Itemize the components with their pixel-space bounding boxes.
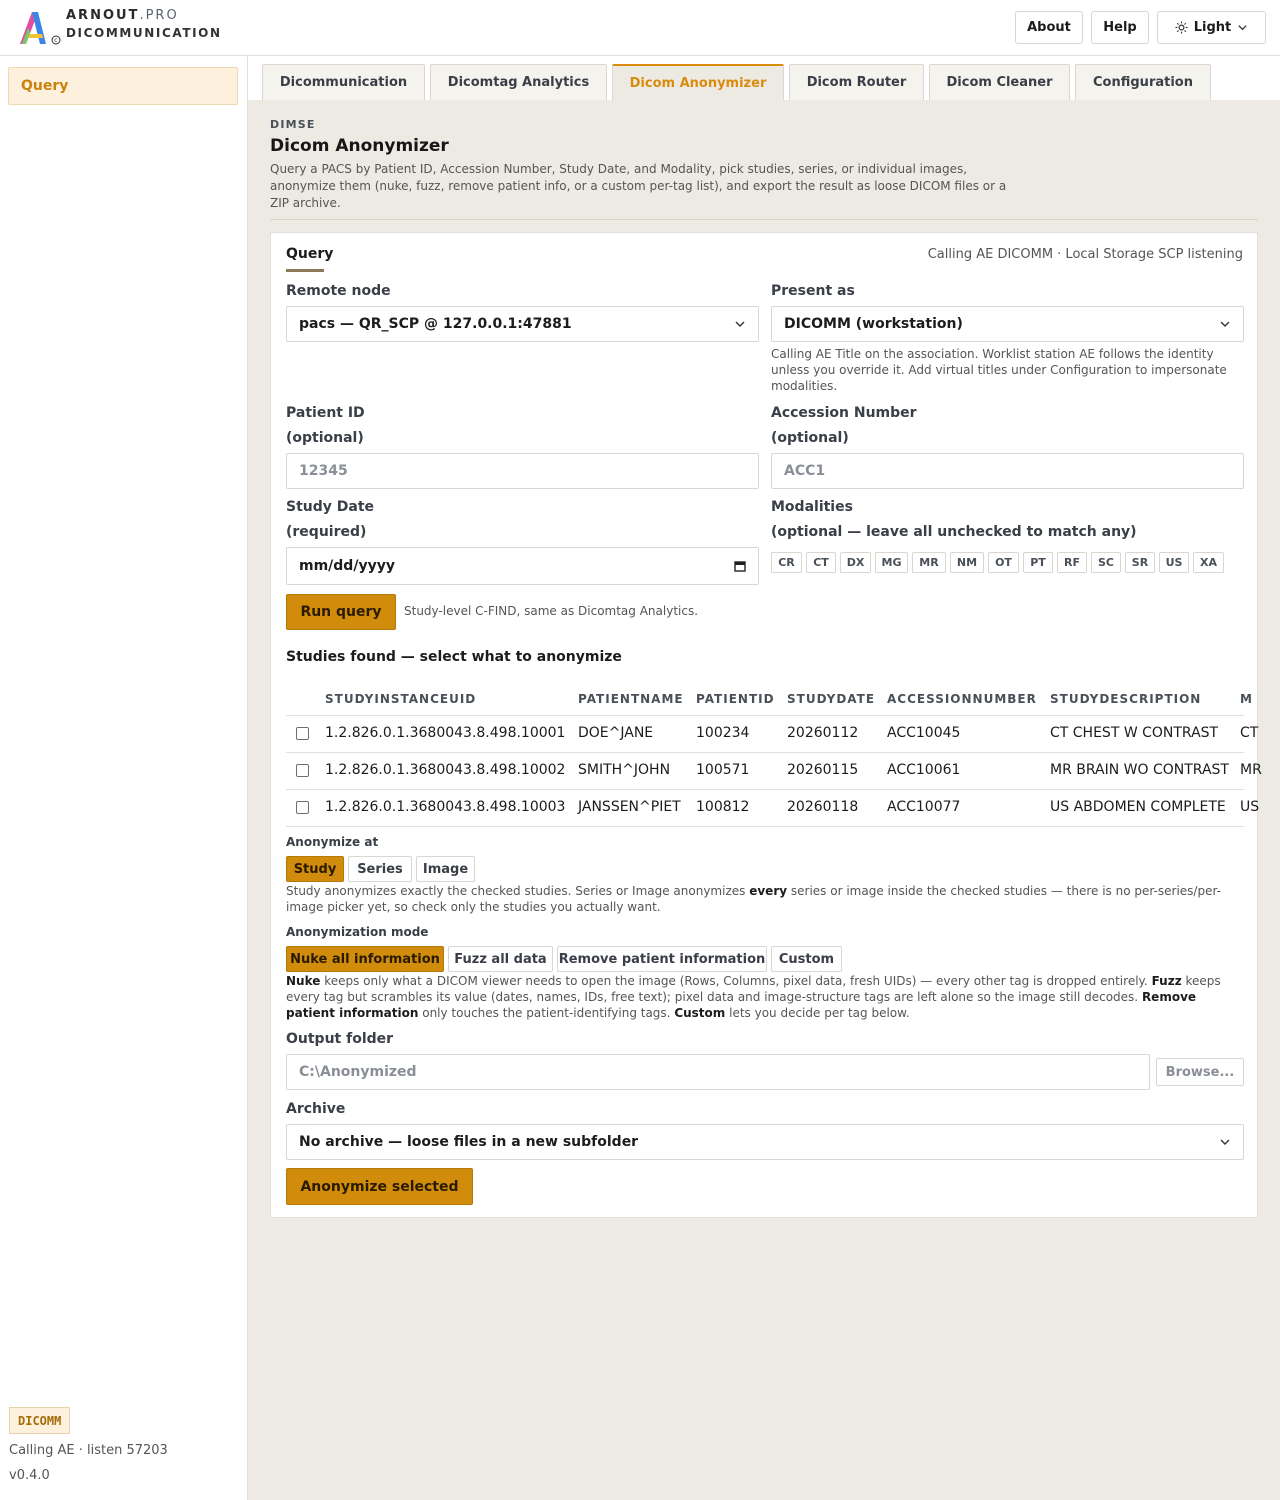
modality-chip[interactable]: US [1159, 552, 1189, 573]
ae-badge: DICOMM [9, 1407, 70, 1434]
browse-button[interactable]: Browse... [1156, 1058, 1244, 1086]
remote-node-label: Remote node [286, 283, 391, 299]
about-button[interactable] [1015, 11, 1083, 44]
cell-modality: MR [1240, 762, 1262, 778]
chevron-down-icon [1219, 1136, 1231, 1148]
divider [270, 219, 1258, 220]
cell-study-date: 20260118 [787, 799, 859, 815]
cell-patient-name: SMITH^JOHN [578, 762, 671, 778]
chevron-down-icon [1237, 22, 1248, 33]
cell-description: MR BRAIN WO CONTRAST [1050, 762, 1229, 778]
top-bar [0, 0, 1280, 56]
results-title: Studies found — select what to anonymize [286, 649, 622, 665]
present-as-select[interactable] [771, 306, 1244, 342]
cell-study-date: 20260115 [787, 762, 859, 778]
tab-dicom-router[interactable]: Dicom Router [789, 64, 924, 100]
tab-dicom-cleaner[interactable]: Dicom Cleaner [929, 64, 1070, 100]
page-kicker: DIMSE [270, 118, 316, 131]
accession-label: Accession Number [771, 405, 917, 421]
remote-node-value: pacs — QR_SCP @ 127.0.0.1:47881 [299, 316, 572, 332]
chevron-down-icon [734, 318, 746, 330]
about-label: About [1027, 20, 1071, 35]
study-date-input[interactable] [286, 547, 759, 585]
cell-modality: CT [1240, 725, 1259, 741]
cell-modality: US [1240, 799, 1260, 815]
listen-status: Calling AE · listen 57203 [9, 1443, 168, 1458]
row-checkbox[interactable] [296, 727, 309, 740]
patient-id-input[interactable]: 12345 [286, 453, 759, 489]
run-query-note: Study-level C-FIND, same as Dicomtag Analytics. [404, 604, 699, 618]
brand-name: ARNOUT [66, 8, 140, 23]
study-date-hint: (required) [286, 524, 367, 540]
modality-chip[interactable]: MG [875, 552, 908, 573]
column-header[interactable]: PATIENTNAME [578, 692, 684, 706]
brand-suffix: .PRO [139, 8, 179, 23]
table-row [286, 716, 1259, 753]
archive-label: Archive [286, 1101, 346, 1117]
row-checkbox[interactable] [296, 764, 309, 777]
run-query-label: Run query [300, 604, 382, 620]
mode-nuke-button[interactable]: Nuke all information [286, 946, 444, 972]
mode-custom-button[interactable]: Custom [771, 946, 842, 972]
connection-status: Calling AE DICOMM · Local Storage SCP listening [927, 247, 1243, 262]
app-logo-icon [16, 10, 64, 46]
column-header[interactable]: M [1240, 692, 1253, 706]
sidebar-item-query[interactable] [8, 67, 238, 105]
brand-subtitle: DICOMMUNICATION [66, 26, 222, 40]
mode-fuzz-button[interactable]: Fuzz all data [448, 946, 553, 972]
output-folder-input[interactable]: C:\Anonymized [286, 1054, 1150, 1090]
cell-study-date: 20260112 [787, 725, 859, 741]
output-folder-label: Output folder [286, 1031, 394, 1047]
archive-value: No archive — loose files in a new subfolder [299, 1134, 639, 1150]
cell-study-uid: 1.2.826.0.1.3680043.8.498.10001 [325, 725, 566, 741]
column-header[interactable]: STUDYDATE [787, 692, 876, 706]
sidebar [0, 56, 248, 1500]
modality-chip[interactable]: MR [912, 552, 946, 573]
level-series-button[interactable]: Series [348, 856, 412, 882]
anonymize-selected-button[interactable] [286, 1168, 473, 1205]
page-description: Query a PACS by Patient ID, Accession Number, Study Date, and Modality, pick studies, series, or individual images, anonymize them (nuke, fuzz, remove patient info, or a custom per-tag list), and export the result as loose DICOM files or a ZIP archive. [270, 162, 1007, 210]
svg-text:c: c [54, 37, 58, 44]
cell-patient-id: 100234 [696, 725, 750, 741]
tab-dicom-anonymizer[interactable]: Dicom Anonymizer [612, 64, 784, 100]
page-title: Dicom Anonymizer [270, 136, 449, 156]
query-card [270, 232, 1262, 1218]
study-date-label: Study Date [286, 499, 375, 515]
anonymize-selected-label: Anonymize selected [300, 1178, 459, 1195]
modality-chip[interactable]: NM [950, 552, 984, 573]
present-as-help: Calling AE Title on the association. Worklist station AE follows the identity unless you override it. Add virtual titles under Configuration to impersonate modalities. [771, 347, 1227, 393]
tab-underline [286, 269, 324, 272]
modalities-hint: (optional — leave all unchecked to match any) [771, 524, 1137, 540]
theme-label: Light [1193, 20, 1232, 35]
cell-study-uid: 1.2.826.0.1.3680043.8.498.10002 [325, 762, 566, 778]
accession-hint: (optional) [771, 430, 849, 446]
modality-chip[interactable]: SC [1091, 552, 1121, 573]
results-table [286, 681, 1262, 831]
modality-chip[interactable]: XA [1193, 552, 1224, 573]
chevron-down-icon [1219, 318, 1231, 330]
modality-chip[interactable]: DX [840, 552, 871, 573]
anonymize-level-help: Study anonymizes exactly the checked studies. Series or Image anonymizes every series or image inside the checked studies — there is no per-series/per-image picker yet, so check only the studies you actually want. [286, 884, 1221, 914]
row-checkbox[interactable] [296, 801, 309, 814]
level-image-button[interactable]: Image [416, 856, 475, 882]
main-panel [248, 56, 1280, 1500]
tab-dicommunication[interactable]: Dicommunication [262, 64, 425, 100]
column-header[interactable]: STUDYDESCRIPTION [1050, 692, 1202, 706]
present-as-value: DICOMM (workstation) [784, 316, 963, 332]
cell-patient-name: JANSSEN^PIET [578, 799, 681, 815]
tab-bar [248, 56, 1280, 100]
modality-chip[interactable]: PT [1023, 552, 1053, 573]
modality-chip[interactable]: OT [988, 552, 1019, 573]
anonymization-mode-help: Nuke keeps only what a DICOM viewer needs to open the image (Rows, Columns, pixel data, fresh UIDs) — every other tag is dropped entirely. Fuzz keeps every tag but scrambles its value (dates, names, IDs, free text); pixel data and image-structure tags are left alone so the image still decodes. Remove patient information only touches the patient-identifying tags. Custom lets you decide per tag below. [286, 974, 1221, 1020]
cell-patient-id: 100571 [696, 762, 750, 778]
sun-icon [1175, 21, 1188, 34]
tab-dicomtag-analytics[interactable]: Dicomtag Analytics [430, 64, 607, 100]
cell-accession: ACC10061 [887, 762, 961, 778]
cell-patient-id: 100812 [696, 799, 750, 815]
anonymize-level-label: Anonymize at [286, 835, 379, 849]
cell-study-uid: 1.2.826.0.1.3680043.8.498.10003 [325, 799, 566, 815]
sidebar-item-label: Query [21, 78, 69, 94]
patient-id-hint: (optional) [286, 430, 364, 446]
cell-description: CT CHEST W CONTRAST [1050, 725, 1219, 741]
app-version: v0.4.0 [9, 1468, 50, 1483]
cell-accession: ACC10045 [887, 725, 961, 741]
calendar-icon[interactable] [734, 560, 746, 572]
run-query-button[interactable] [286, 594, 396, 630]
modality-chip[interactable]: CT [806, 552, 836, 573]
level-study-button[interactable]: Study [286, 856, 344, 882]
column-header[interactable]: STUDYINSTANCEUID [325, 692, 477, 706]
table-row [286, 753, 1262, 790]
cell-description: US ABDOMEN COMPLETE [1050, 799, 1226, 815]
brand [66, 8, 222, 40]
archive-select[interactable] [286, 1124, 1244, 1160]
help-label: Help [1103, 20, 1137, 35]
cell-accession: ACC10077 [887, 799, 961, 815]
column-header[interactable]: PATIENTID [696, 692, 775, 706]
patient-id-label: Patient ID [286, 405, 365, 421]
modalities-label: Modalities [771, 499, 853, 515]
modality-chip[interactable]: RF [1057, 552, 1087, 573]
modality-chip[interactable]: SR [1125, 552, 1155, 573]
tab-configuration[interactable]: Configuration [1075, 64, 1211, 100]
modality-chip[interactable]: CR [771, 552, 802, 573]
study-date-value: mm/dd/yyyy [299, 558, 395, 574]
accession-input[interactable]: ACC1 [771, 453, 1244, 489]
table-row [286, 790, 1260, 827]
query-section-tab[interactable]: Query [286, 246, 334, 262]
present-as-label: Present as [771, 283, 855, 299]
column-header[interactable]: ACCESSIONNUMBER [887, 692, 1037, 706]
theme-toggle-button[interactable] [1157, 11, 1266, 44]
help-button[interactable] [1091, 11, 1149, 44]
mode-remove-patient-button[interactable]: Remove patient information [557, 946, 767, 972]
anonymization-mode-label: Anonymization mode [286, 925, 429, 939]
cell-patient-name: DOE^JANE [578, 725, 654, 741]
remote-node-select[interactable] [286, 306, 759, 342]
